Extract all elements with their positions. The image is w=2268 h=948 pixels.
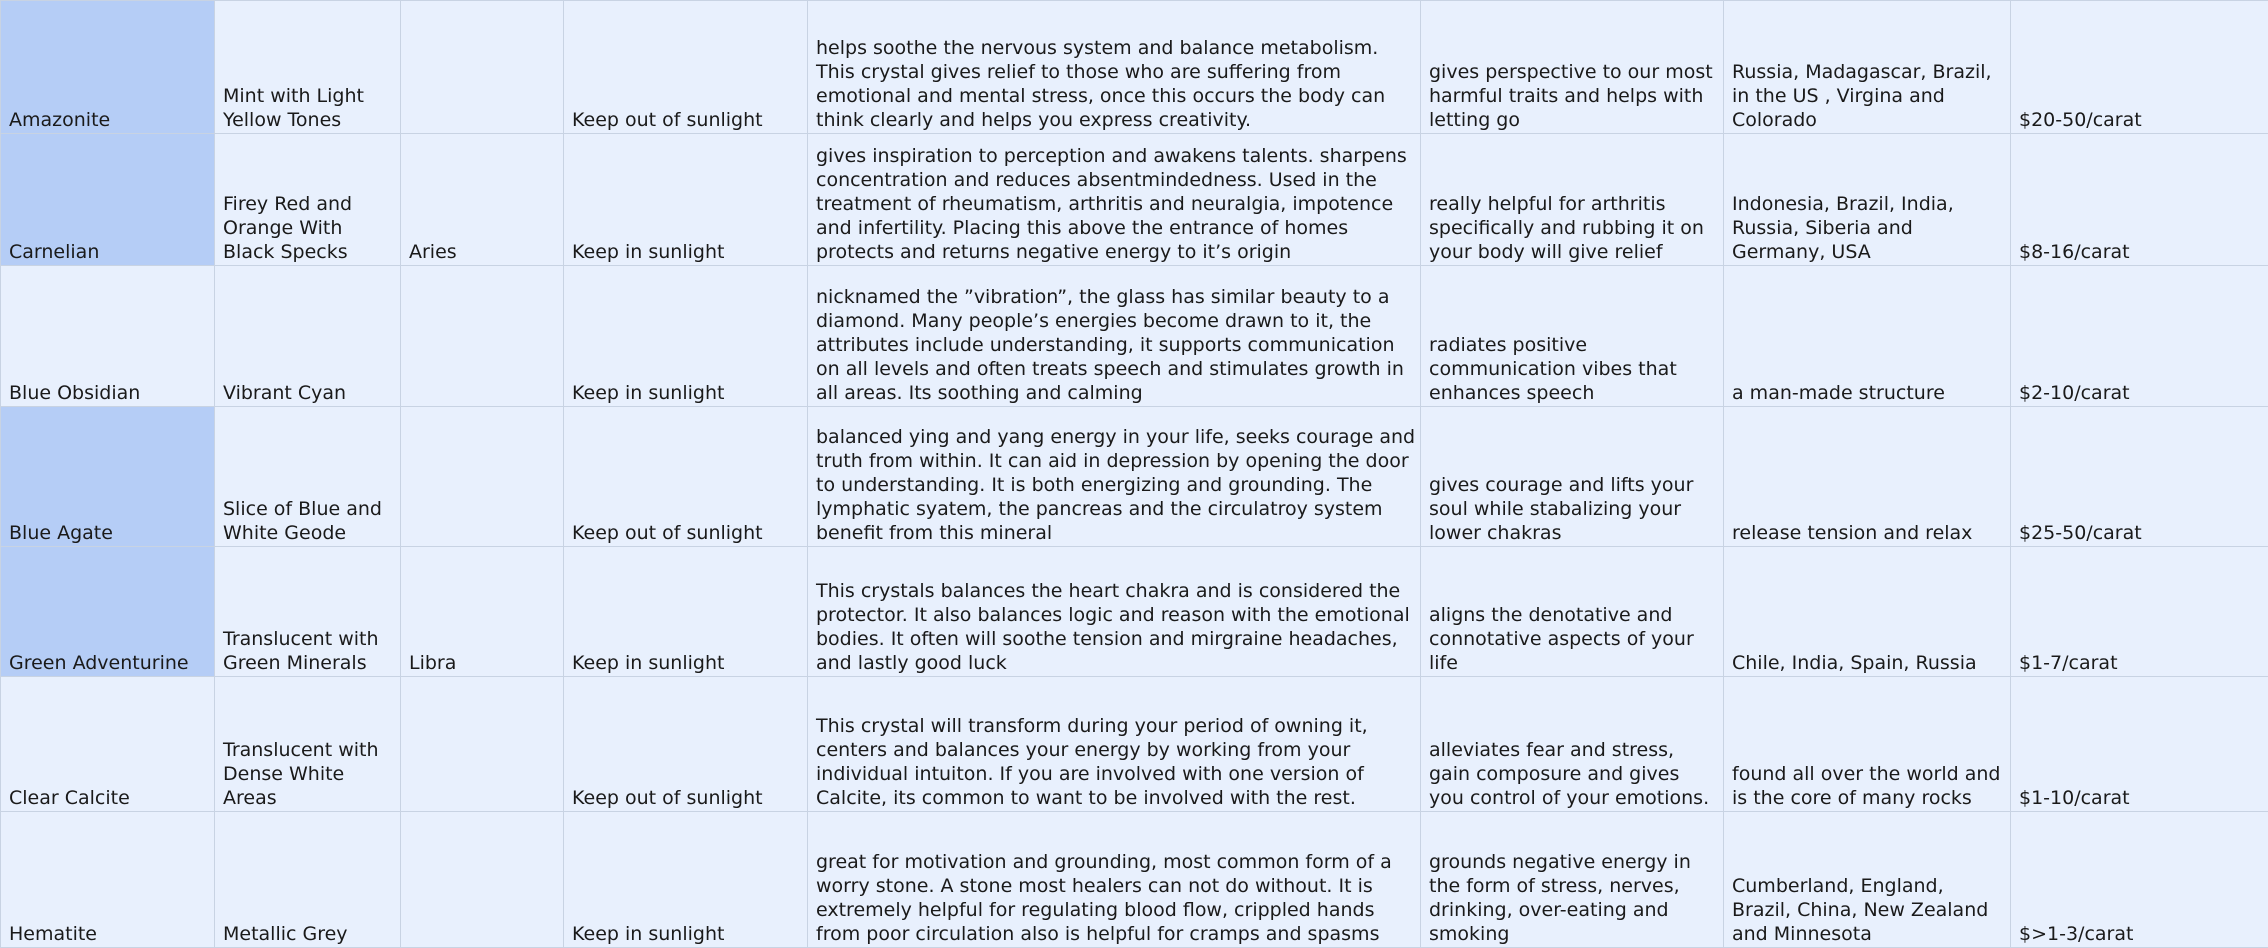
cell-sunlight[interactable]: Keep in sunlight: [564, 134, 808, 266]
cell-properties[interactable]: nicknamed the ”vibration”, the glass has similar beauty to a diamond. Many people’s energies become drawn to it, the attributes include understanding, it supports communication on all levels and often treats speech and stimulates growth in all areas. Its soothing and calming: [808, 266, 1421, 407]
cell-benefits[interactable]: gives courage and lifts your soul while stabalizing your lower chakras: [1421, 407, 1724, 547]
table-row: [1, 1, 2268, 134]
cell-zodiac[interactable]: [401, 812, 564, 948]
cell-properties[interactable]: helps soothe the nervous system and balance metabolism. This crystal gives relief to those who are suffering from emotional and mental stress, once this occurs the body can think clearly and helps you express creativity.: [808, 1, 1421, 134]
cell-color[interactable]: Mint with Light Yellow Tones: [215, 1, 401, 134]
cell-name[interactable]: Clear Calcite: [1, 677, 215, 812]
cell-zodiac[interactable]: Libra: [401, 547, 564, 677]
table-row: [1, 677, 2268, 812]
cell-name[interactable]: Blue Agate: [1, 407, 215, 547]
cell-price[interactable]: $8-16/carat: [2011, 134, 2268, 266]
cell-origin[interactable]: Indonesia, Brazil, India, Russia, Siberia and Germany, USA: [1724, 134, 2011, 266]
table-row: [1, 547, 2268, 677]
cell-color[interactable]: Metallic Grey: [215, 812, 401, 948]
cell-origin[interactable]: found all over the world and is the core of many rocks: [1724, 677, 2011, 812]
cell-properties[interactable]: This crystal will transform during your period of owning it, centers and balances your energy by working from your individual intuiton. If you are involved with one version of Calcite, its common to want to be involved with the rest.: [808, 677, 1421, 812]
cell-sunlight[interactable]: Keep in sunlight: [564, 812, 808, 948]
table-row: [1, 266, 2268, 407]
table-row: [1, 134, 2268, 266]
cell-origin[interactable]: a man-made structure: [1724, 266, 2011, 407]
cell-benefits[interactable]: aligns the denotative and connotative aspects of your life: [1421, 547, 1724, 677]
cell-sunlight[interactable]: Keep in sunlight: [564, 266, 808, 407]
cell-color[interactable]: Vibrant Cyan: [215, 266, 401, 407]
cell-name[interactable]: Amazonite: [1, 1, 215, 134]
cell-origin[interactable]: release tension and relax: [1724, 407, 2011, 547]
cell-name[interactable]: Green Adventurine: [1, 547, 215, 677]
cell-benefits[interactable]: alleviates fear and stress, gain composure and gives you control of your emotions.: [1421, 677, 1724, 812]
cell-price[interactable]: $1-7/carat: [2011, 547, 2268, 677]
cell-price[interactable]: $1-10/carat: [2011, 677, 2268, 812]
cell-color[interactable]: Translucent with Green Minerals: [215, 547, 401, 677]
cell-price[interactable]: $25-50/carat: [2011, 407, 2268, 547]
cell-price[interactable]: $20-50/carat: [2011, 1, 2268, 134]
cell-properties[interactable]: great for motivation and grounding, most common form of a worry stone. A stone most healers can not do without. It is extremely helpful for regulating blood flow, crippled hands from poor circulation also is helpful for cramps and spasms: [808, 812, 1421, 948]
cell-color[interactable]: Translucent with Dense White Areas: [215, 677, 401, 812]
cell-properties[interactable]: This crystals balances the heart chakra and is considered the protector. It also balances logic and reason with the emotional bodies. It often will soothe tension and mirgraine headaches, and lastly good luck: [808, 547, 1421, 677]
cell-name[interactable]: Hematite: [1, 812, 215, 948]
cell-origin[interactable]: Cumberland, England, Brazil, China, New Zealand and Minnesota: [1724, 812, 2011, 948]
cell-name[interactable]: Carnelian: [1, 134, 215, 266]
cell-origin[interactable]: Chile, India, Spain, Russia: [1724, 547, 2011, 677]
cell-sunlight[interactable]: Keep out of sunlight: [564, 1, 808, 134]
cell-color[interactable]: Firey Red and Orange With Black Specks: [215, 134, 401, 266]
cell-benefits[interactable]: grounds negative energy in the form of stress, nerves, drinking, over-eating and smoking: [1421, 812, 1724, 948]
cell-benefits[interactable]: really helpful for arthritis specifically and rubbing it on your body will give relief: [1421, 134, 1724, 266]
cell-benefits[interactable]: gives perspective to our most harmful traits and helps with letting go: [1421, 1, 1724, 134]
cell-zodiac[interactable]: [401, 266, 564, 407]
cell-sunlight[interactable]: Keep out of sunlight: [564, 407, 808, 547]
cell-name[interactable]: Blue Obsidian: [1, 266, 215, 407]
cell-price[interactable]: $2-10/carat: [2011, 266, 2268, 407]
cell-origin[interactable]: Russia, Madagascar, Brazil, in the US , Virgina and Colorado: [1724, 1, 2011, 134]
cell-zodiac[interactable]: [401, 1, 564, 134]
cell-sunlight[interactable]: Keep out of sunlight: [564, 677, 808, 812]
cell-sunlight[interactable]: Keep in sunlight: [564, 547, 808, 677]
table-row: [1, 407, 2268, 547]
table-row: [1, 812, 2268, 948]
cell-zodiac[interactable]: [401, 677, 564, 812]
cell-price[interactable]: $>1-3/carat: [2011, 812, 2268, 948]
cell-zodiac[interactable]: [401, 407, 564, 547]
cell-properties[interactable]: gives inspiration to perception and awakens talents. sharpens concentration and reduces absentmindedness. Used in the treatment of rheumatism, arthritis and neuralgia, impotence and infertility. Placing this above the entrance of homes protects and returns negative energy to it’s origin: [808, 134, 1421, 266]
cell-benefits[interactable]: radiates positive communication vibes that enhances speech: [1421, 266, 1724, 407]
cell-color[interactable]: Slice of Blue and White Geode: [215, 407, 401, 547]
cell-properties[interactable]: balanced ying and yang energy in your life, seeks courage and truth from within. It can aid in depression by opening the door to understanding. It is both energizing and grounding. The lymphatic syatem, the pancreas and the circulatroy system benefit from this mineral: [808, 407, 1421, 547]
cell-zodiac[interactable]: Aries: [401, 134, 564, 266]
